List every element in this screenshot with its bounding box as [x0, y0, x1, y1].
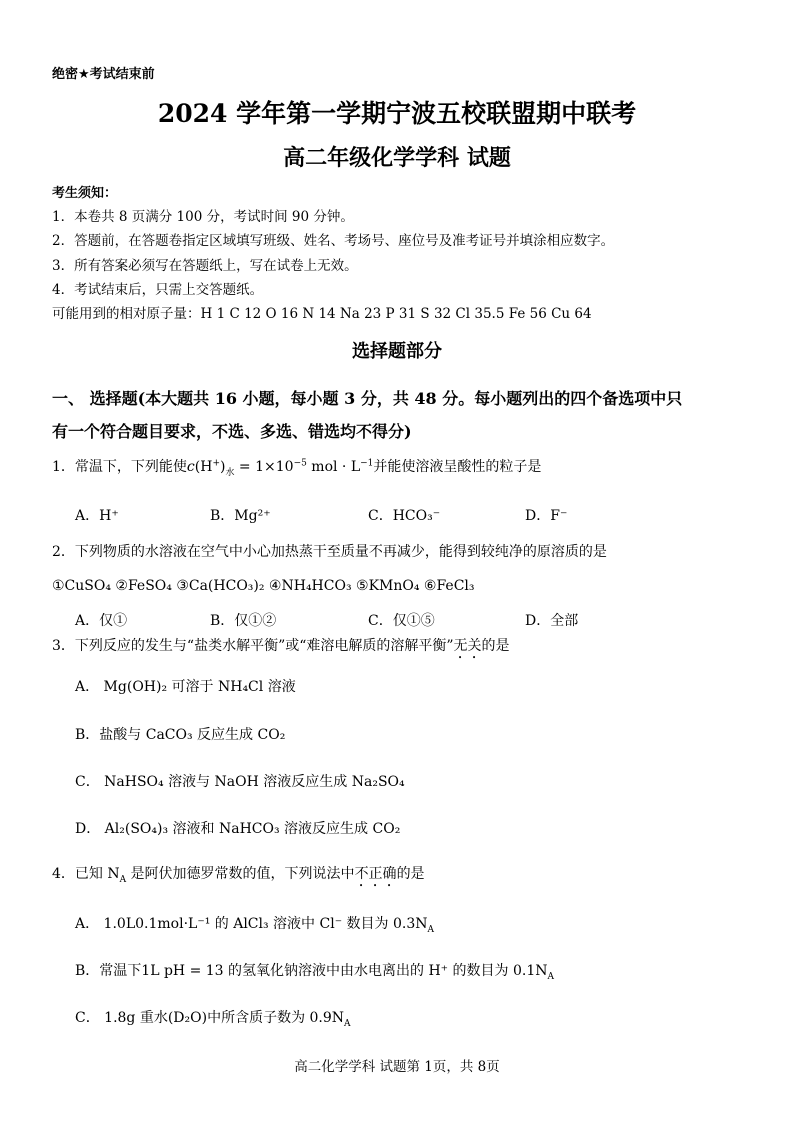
q2-substances: ①CuSO₄ ②FeSO₄ ③Ca(HCO₃)₂ ④NH₄HCO₃ ⑤KMnO₄ ⑥FeCl₃ [52, 578, 475, 594]
question-2-stem: 2．下列物质的水溶液在空气中小心加热蒸干至质量不再减少，能得到较纯净的原溶质的是 [52, 544, 607, 560]
q4-option-b-text: B．常温下1L pH = 13 的氢氧化钠溶液中由水电离出的 H⁺ 的数目为 0.1N [75, 963, 548, 979]
q2-option-c: C．仅①⑤ [368, 613, 435, 629]
q4-option-a: A． 1.0L0.1mol·L⁻¹ 的 AlCl₃ 溶液中 Cl⁻ 数目为 $0.3N_A$ [75, 916, 435, 935]
q1-stem-end: 并能使溶液呈酸性的粒子是 [373, 459, 542, 475]
q1-option-c: C．HCO₃⁻ [368, 508, 441, 524]
q3-stem-end: 的是 [481, 638, 510, 654]
atomic-masses: 可能用到的相对原子量：H 1 C 12 O 16 N 14 Na 23 P 31 S 32 Cl 35.5 Fe 56 Cu 64 [52, 306, 592, 322]
q3-option-a: A． Mg(OH)₂ 可溶于 NH₄Cl 溶液 [75, 679, 296, 695]
q4-stem-mid: 是阿伏加德罗常数的值，下列说法中 [126, 866, 355, 882]
q4-option-c: C． 1.8g 重水(D₂O)中所含质子数为 $0.9N_A$ [75, 1010, 351, 1029]
q4-emphasis: 不正确 [354, 866, 397, 882]
exam-subtitle: 高二年级化学学科 试题 [283, 145, 511, 171]
question-4-stem: 4．已知 $N_A$ 是阿伏加德罗常数的值，下列说法中不正确的是 [52, 866, 425, 885]
q1-stem-start: 1．常温下，下列能使 [52, 459, 187, 475]
notice-item-1: 1．本卷共 8 页满分 100 分，考试时间 90 分钟。 [52, 209, 354, 225]
q4-stem-end: 的是 [396, 866, 425, 882]
notice-item-3: 3．所有答案必须写在答题纸上，写在试卷上无效。 [52, 258, 358, 274]
q1-option-b: B．Mg²⁺ [210, 508, 271, 524]
q4-option-b: B．常温下1L pH = 13 的氢氧化钠溶液中由水电离出的 H⁺ 的数目为 $0.1N_A$ [75, 963, 554, 982]
part1-heading-line2: 有一个符合题目要求，不选、多选、错选均不得分) [52, 422, 412, 441]
q4-stem-start: 4．已知 N [52, 866, 120, 882]
q2-option-d: D．全部 [525, 613, 579, 629]
q3-option-d: D． Al₂(SO₄)₃ 溶液和 NaHCO₃ 溶液反应生成 CO₂ [75, 821, 401, 837]
notice-heading: 考生须知： [52, 186, 118, 201]
q1-option-a: A．H⁺ [75, 508, 119, 524]
q1-option-d: D．F⁻ [525, 508, 568, 524]
exam-title: 2024 学年第一学期宁波五校联盟期中联考 [157, 99, 637, 128]
q1-formula: $c(H^+)_水 = 1\times 10^{-5}$ mol · $L^{-1}$ [186, 458, 374, 478]
q2-option-a: A．仅① [75, 613, 128, 629]
question-3-stem [52, 637, 510, 662]
q3-emphasis: 无关 [453, 638, 482, 654]
q3-option-c: C． NaHSO₄ 溶液与 NaOH 溶液反应生成 Na₂SO₄ [75, 774, 405, 790]
q4-option-a-text: A． 1.0L0.1mol·L⁻¹ 的 AlCl₃ 溶液中 Cl⁻ 数目为 0.3N [75, 916, 428, 932]
question-1-stem [52, 458, 541, 476]
notice-item-4: 4．考试结束后，只需上交答题纸。 [52, 282, 264, 298]
secret-label: 绝密★考试结束前 [52, 67, 155, 82]
page-footer: 高二化学学科 试题第 1页，共 8页 [294, 1059, 500, 1075]
section-title: 选择题部分 [352, 341, 442, 362]
notice-item-2: 2．答题前，在答题卷指定区域填写班级、姓名、考场号、座位号及准考证号并填涂相应数字。 [52, 233, 615, 249]
q4-option-c-text: C． 1.8g 重水(D₂O)中所含质子数为 0.9N [75, 1010, 345, 1026]
q3-stem-start: 3．下列反应的发生与“盐类水解平衡”或“难溶电解质的溶解平衡” [52, 638, 454, 654]
part1-heading-line1: 一、 选择题(本大题共 16 小题，每小题 3 分，共 48 分。每小题列出的四个备选项中只 [52, 389, 683, 408]
q3-option-b: B．盐酸与 CaCO₃ 反应生成 CO₂ [75, 727, 286, 743]
q2-option-b: B．仅①② [210, 613, 277, 629]
